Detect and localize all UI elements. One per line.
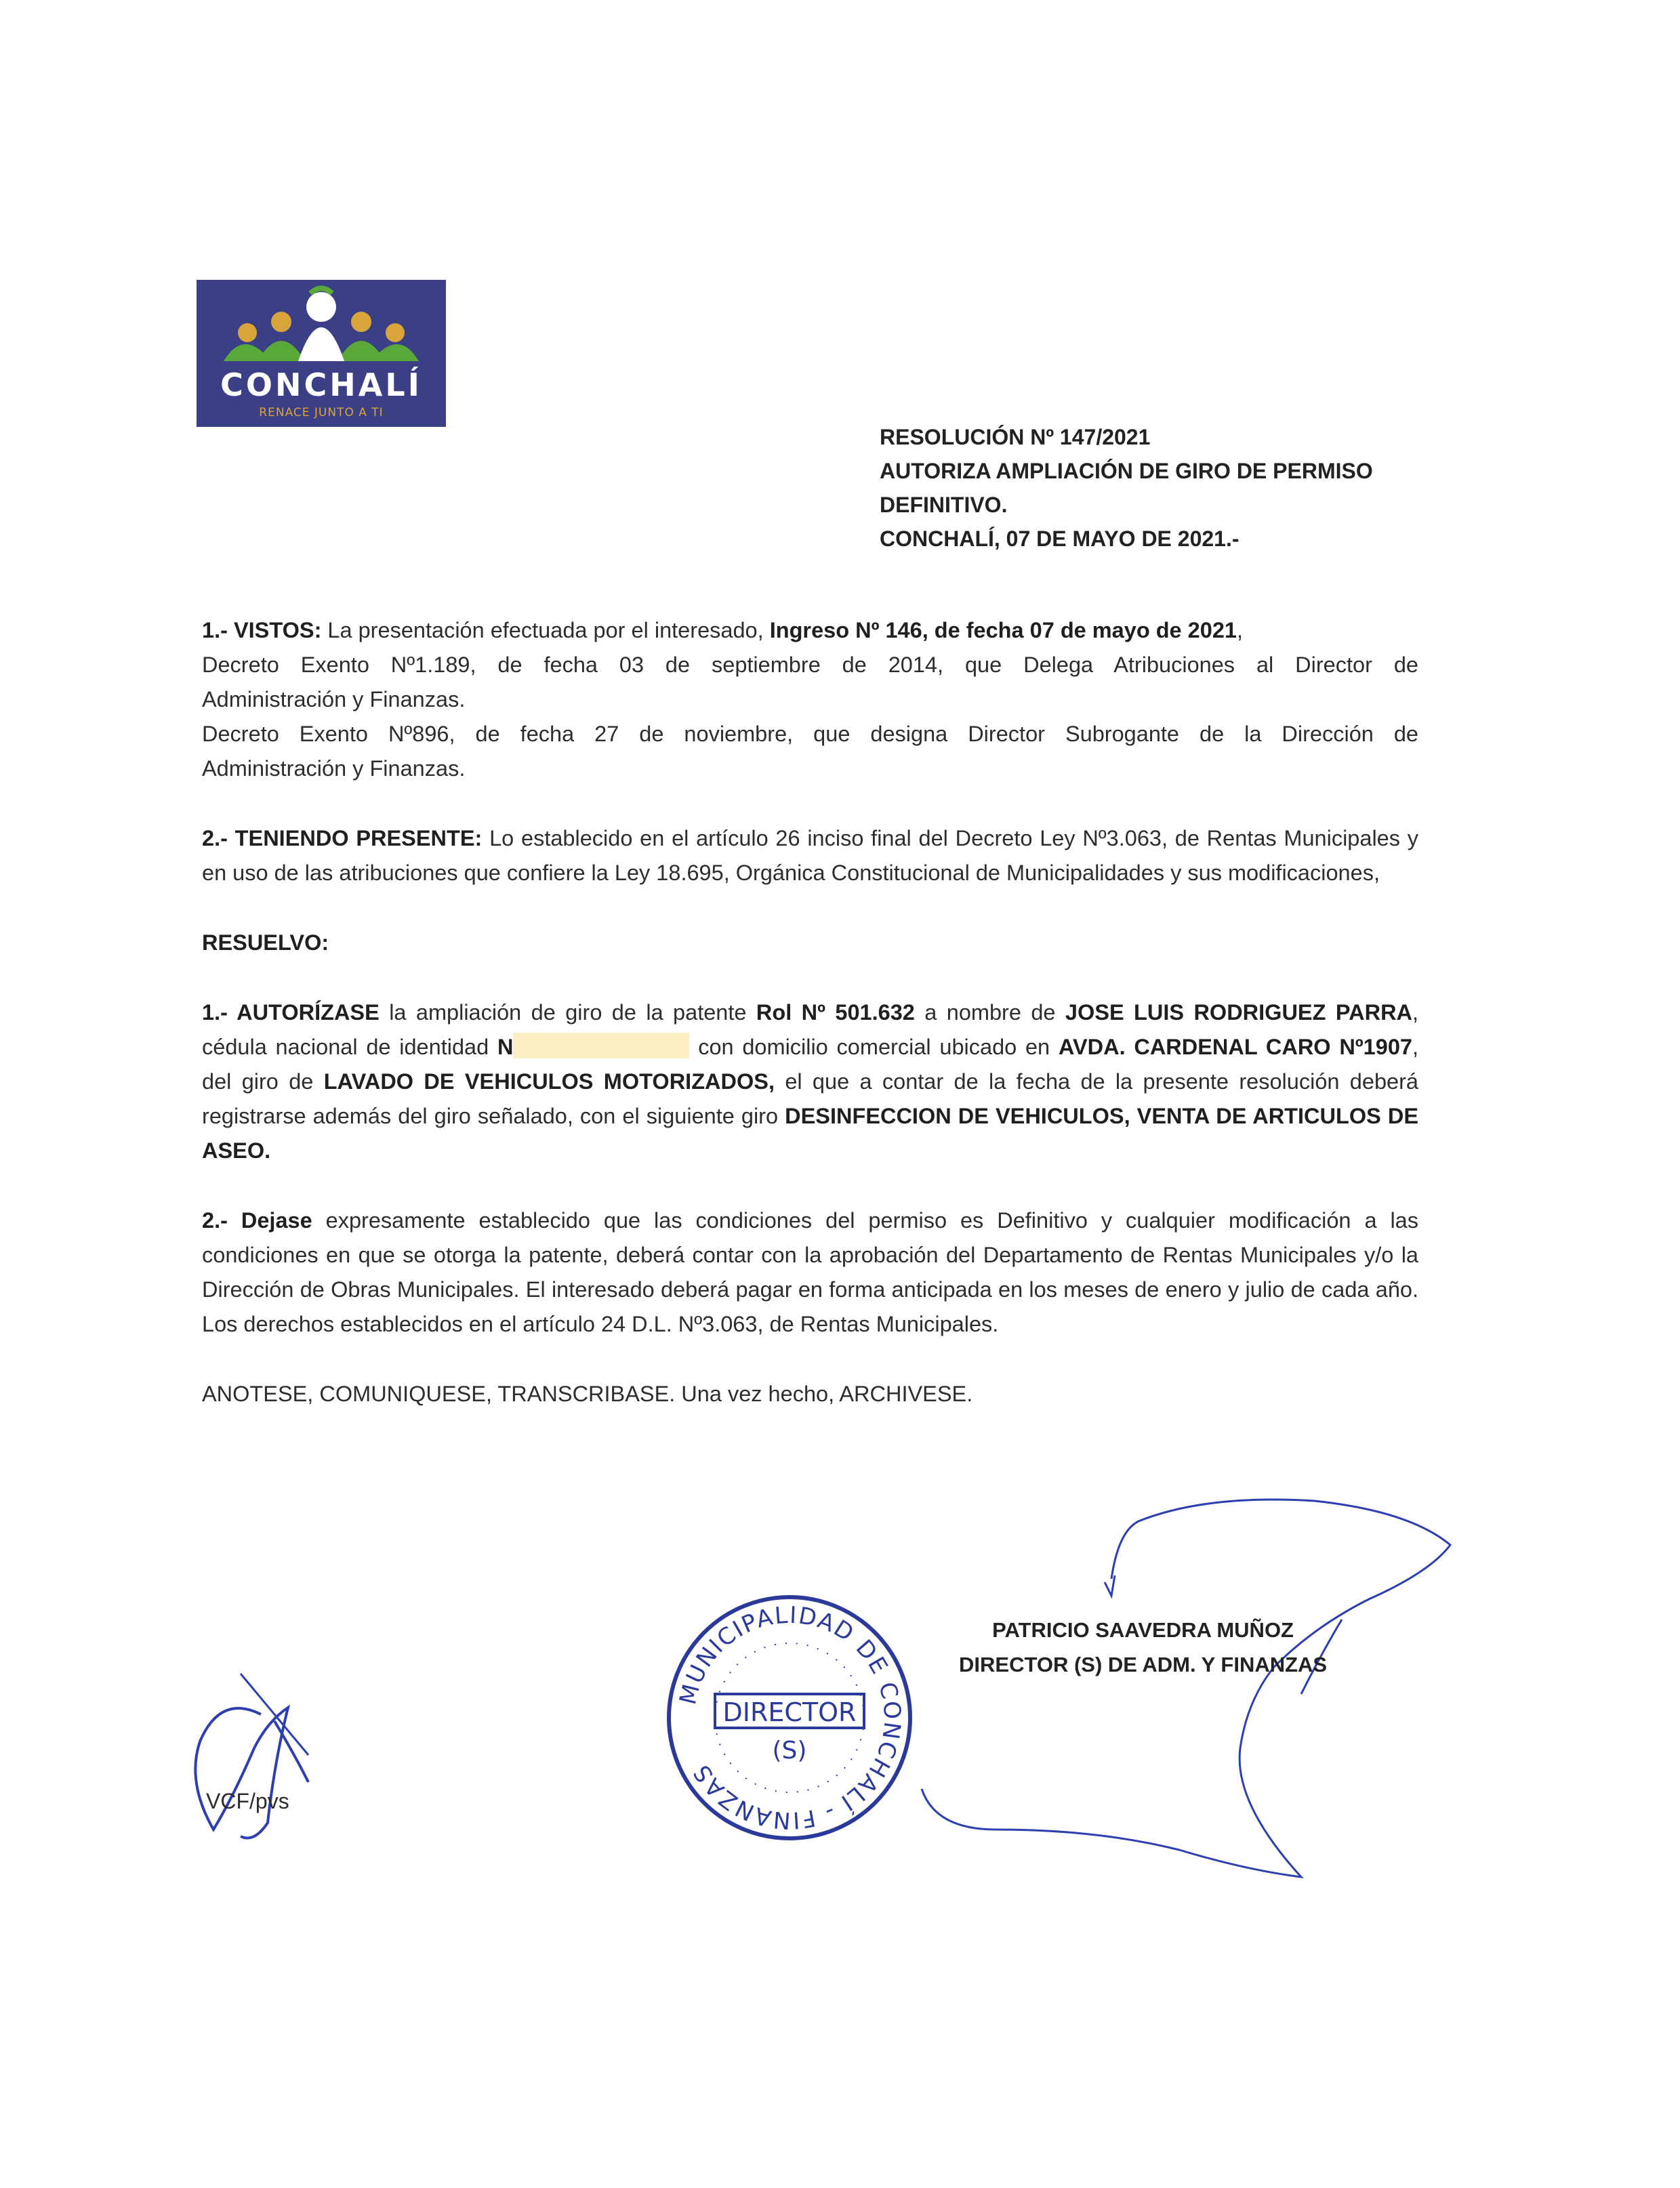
logo-name: CONCHALÍ	[220, 367, 422, 403]
resuelvo-text: RESUELVO:	[202, 930, 329, 955]
seal-ring-text: MUNICIPALIDAD DE CONCHALÍ - FINANZAS	[674, 1601, 906, 1834]
municipality-logo	[197, 280, 446, 427]
teniendo-section	[202, 821, 1418, 890]
teniendo-text: Lo establecido en el artículo 26 inciso final del Decreto Ley Nº3.063, de Rentas Municipales y en uso de las atribuciones que confiere la Ley 18.695, Orgánica Constitucional de Municipalidades y sus modificaciones,	[202, 826, 1418, 885]
resolution-subject-line1: AUTORIZA AMPLIACIÓN DE GIRO DE PERMISO	[880, 459, 1373, 483]
item1-text4: con domicilio comercial ubicado en	[698, 1035, 1050, 1059]
item1-section	[202, 995, 1418, 1168]
seal-center-line1: DIRECTOR	[722, 1697, 857, 1727]
initials-signature	[173, 1667, 329, 1850]
signatory-name: PATRICIO SAAVEDRA MUÑOZ	[992, 1618, 1294, 1642]
resolution-place-date: CONCHALÍ, 07 DE MAYO DE 2021.-	[880, 527, 1239, 551]
item1-giro: LAVADO DE VEHICULOS MOTORIZADOS,	[323, 1069, 775, 1094]
closing-line: ANOTESE, COMUNIQUESE, TRANSCRIBASE. Una vez hecho, ARCHIVESE.	[202, 1382, 973, 1406]
resolution-number: RESOLUCIÓN Nº 147/2021	[880, 425, 1151, 449]
resolution-heading	[880, 420, 1490, 556]
item1-name: JOSE LUIS RODRIGUEZ PARRA	[1065, 1000, 1413, 1025]
item1-address: AVDA. CARDENAL CARO Nº1907	[1058, 1035, 1412, 1059]
vistos-comma: ,	[1236, 618, 1243, 642]
resolution-subject-line2: DEFINITIVO.	[880, 493, 1008, 517]
logo-tagline: RENACE JUNTO A TI	[259, 406, 384, 419]
item1-text2: a nombre de	[924, 1000, 1056, 1025]
signatory-title: DIRECTOR (S) DE ADM. Y FINANZAS	[959, 1653, 1328, 1676]
item1-text1: la ampliación de giro de la patente	[389, 1000, 747, 1025]
seal-center-line2: (S)	[772, 1737, 807, 1764]
vistos-line5: Administración y Finanzas.	[202, 756, 466, 781]
item1-text3: , cédula nacional de identidad	[202, 1000, 1419, 1059]
vistos-line2: Decreto Exento Nº1.189, de fecha 03 de septiembre de 2014, que Delega Atribuciones al Director de	[202, 653, 1418, 677]
vistos-line4: Decreto Exento Nº896, de fecha 27 de noviembre, que designa Director Subrogante de la Dirección de	[202, 722, 1418, 746]
official-seal	[664, 1592, 915, 1843]
vistos-label: 1.- VISTOS:	[202, 618, 322, 642]
item1-text6: el que a contar de la fecha de la presente resolución deberá registrarse además del giro señalado, con el siguiente giro	[202, 1069, 1418, 1128]
item2-section	[202, 1203, 1418, 1342]
vistos-section	[202, 613, 1418, 786]
item1-text5: , del giro de	[202, 1035, 1418, 1094]
vistos-ingreso: Ingreso Nº 146, de fecha 07 de mayo de 2021	[769, 618, 1237, 642]
vistos-line1	[202, 613, 1418, 648]
typist-initials: VCF/pvs	[206, 1789, 289, 1813]
item1-label: 1.- AUTORÍZASE	[202, 1000, 380, 1025]
logo-figures-icon	[197, 280, 446, 368]
vistos-text: La presentación efectuada por el interesado,	[327, 618, 764, 642]
item1-rol: Rol Nº 501.632	[756, 1000, 915, 1025]
teniendo-label: 2.- TENIENDO PRESENTE:	[202, 826, 483, 850]
vistos-line3: Administración y Finanzas.	[202, 687, 466, 711]
item2-label: 2.- Dejase	[202, 1208, 312, 1233]
item1-new-giro: DESINFECCION DE VEHICULOS, VENTA DE ARTICULOS DE ASEO.	[202, 1104, 1419, 1163]
item2-text: expresamente establecido que las condiciones del permiso es Definitivo y cualquier modificación a las condiciones en que se otorga la patente, deberá contar con la aprobación del Departamento de Rentas Municipales y/o la Dirección de Obras Municipales. El interesado deberá pagar en forma anticipada en los meses de enero y julio de cada año. Los derechos establecidos en el artículo 24 D.L. Nº3.063, de Rentas Municipales.	[202, 1208, 1419, 1336]
item1-id-prefix: N	[497, 1035, 514, 1059]
director-signature	[895, 1491, 1464, 1911]
resuelvo-label	[202, 926, 1418, 960]
signatory-block	[959, 1613, 1327, 1682]
redaction-box	[513, 1033, 689, 1058]
resolution-body	[202, 613, 1418, 1411]
